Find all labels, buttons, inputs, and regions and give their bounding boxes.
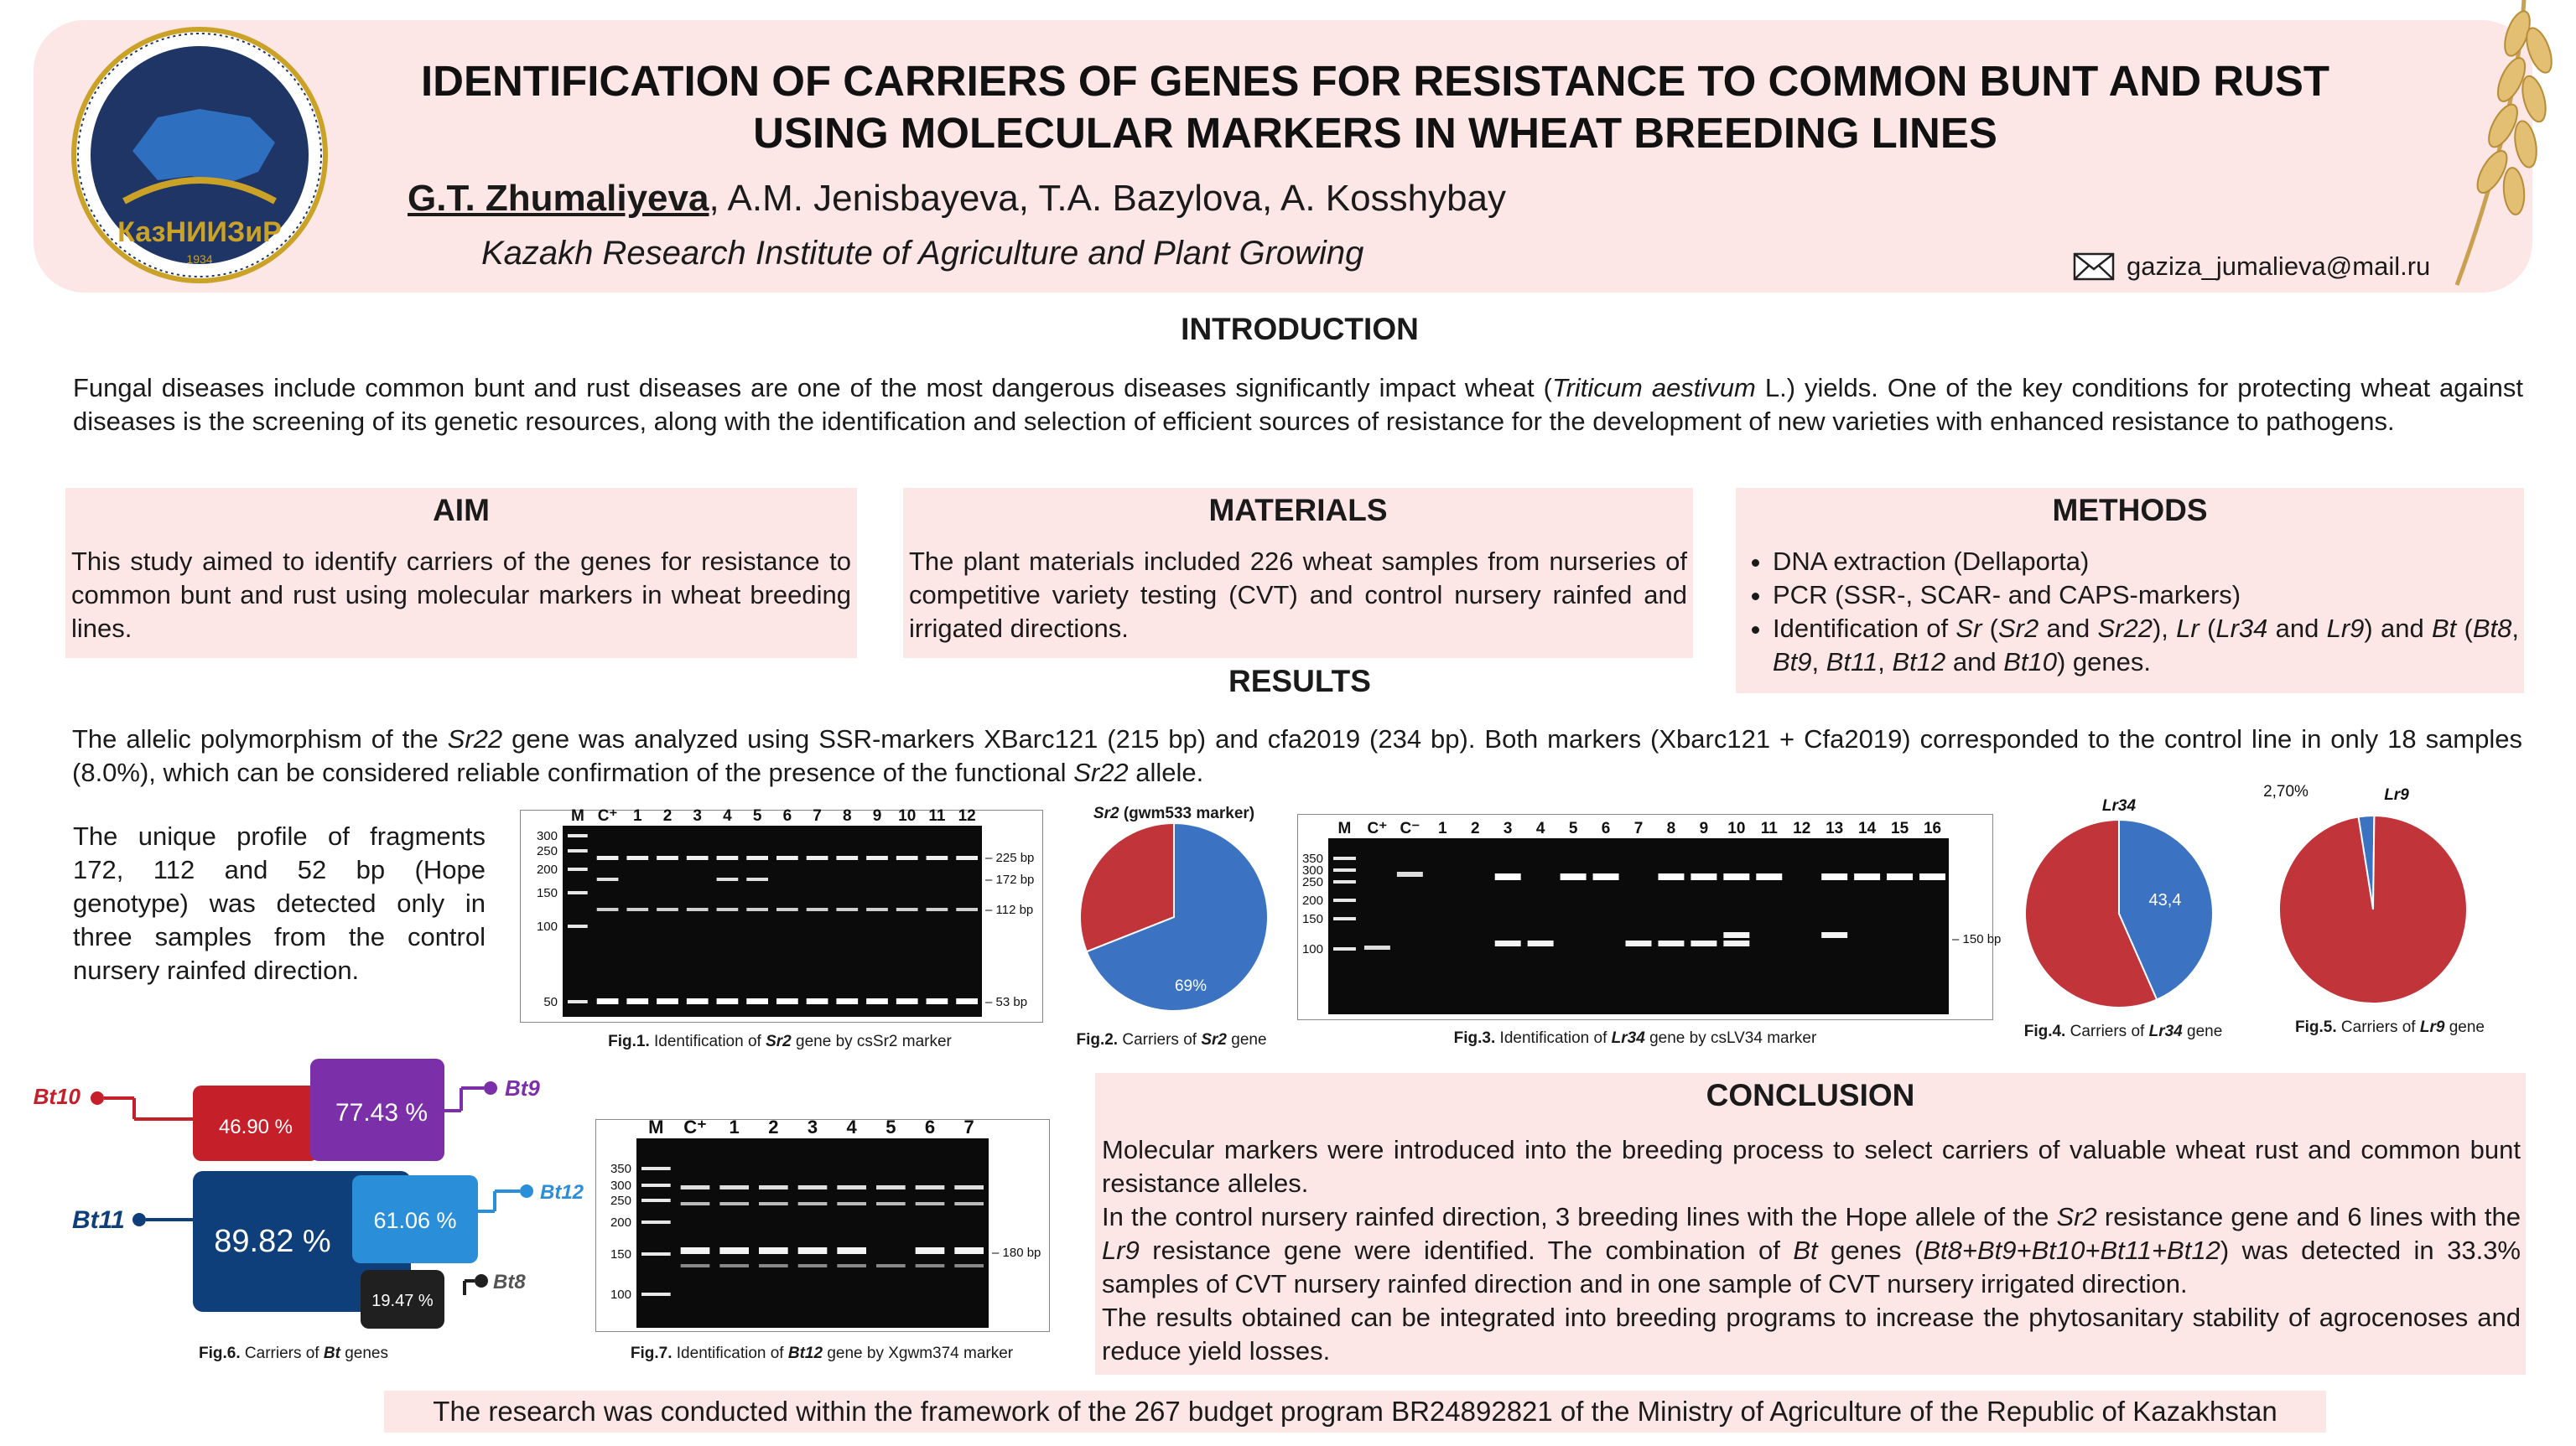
ladder-band	[1333, 899, 1356, 902]
methods-title: METHODS	[2052, 493, 2208, 527]
gel-band	[837, 1185, 866, 1189]
gel-band	[719, 1247, 749, 1254]
gel-band	[1495, 873, 1521, 880]
gel-lane-label: 5	[1568, 820, 1578, 837]
ladder-band	[641, 1252, 671, 1256]
gel-ladder-label: 350	[610, 1162, 631, 1176]
gel-band	[1495, 941, 1521, 946]
logo-text: КазНИИЗиР	[117, 216, 282, 248]
gel-lane-label: 14	[1858, 820, 1877, 837]
gel-band	[916, 1247, 945, 1254]
gel-band	[807, 856, 828, 860]
materials-box	[903, 488, 1693, 658]
gel-band	[956, 998, 978, 1004]
gel-band	[836, 998, 858, 1004]
gel-lane-label: 7	[1633, 820, 1644, 837]
gel-lane-label: 2	[1470, 820, 1480, 837]
gel-band	[626, 908, 648, 911]
gel-band	[1756, 873, 1782, 880]
ladder-band	[568, 925, 588, 928]
bt9-value: 77.43 %	[335, 1099, 428, 1127]
gel-band	[719, 1264, 749, 1267]
gel-lane-label: M	[1337, 820, 1352, 837]
gel-ladder-label: 100	[536, 920, 558, 934]
methods-list	[1736, 545, 2519, 679]
gel-lane-label: 8	[842, 807, 852, 825]
ladder-band	[1333, 917, 1356, 920]
envelope-icon	[2073, 252, 2115, 281]
gel-band	[717, 908, 739, 911]
gel-band-label: – 53 bp	[985, 995, 1028, 1009]
gel-band	[876, 1185, 906, 1189]
gel-ladder-label: 300	[1301, 863, 1323, 878]
email-address: gaziza_jumalieva@mail.ru	[2127, 251, 2431, 281]
bt10-label: Bt10	[33, 1084, 80, 1109]
fig2-caption: Fig.2. Carriers of Sr2 gene	[1076, 1031, 1267, 1049]
gel-lane-label: 11	[928, 807, 946, 825]
gel-band	[896, 856, 918, 860]
gel-band	[896, 998, 918, 1004]
ladder-band	[1333, 880, 1356, 884]
pie-title: Lr9	[2384, 786, 2409, 804]
gel-lane-label: 5	[886, 1117, 896, 1138]
gel-lane-label: 13	[1826, 820, 1844, 837]
gel-lane-label: 4	[1535, 820, 1545, 837]
gel-lane-label: 9	[1699, 820, 1709, 837]
gel-band	[927, 998, 948, 1004]
gel-band	[927, 908, 948, 911]
gel-band	[1723, 873, 1749, 880]
gel-band	[916, 1185, 945, 1189]
gel-band	[1690, 873, 1716, 880]
gel-band	[1397, 872, 1423, 877]
gel-lane-label: 16	[1923, 820, 1942, 837]
ladder-band	[1333, 947, 1356, 951]
gel-band-label: – 150 bp	[1952, 932, 2002, 946]
hope-genotype-text: The unique profile of fragments 172, 112 and 52 bp (Hope genotype) was detected only in three samples from the control nursery rainfed direction.	[73, 821, 486, 985]
bt12-node	[520, 1184, 533, 1198]
conclusion-paragraph: The results obtained can be integrated into breeding programs to increase the phytosanitary stability of agrocenoses and reduce yield losses.	[1102, 1303, 2521, 1366]
bt12-value: 61.06 %	[373, 1208, 457, 1233]
gel-band	[927, 856, 948, 860]
gel-band	[837, 1264, 866, 1267]
fig5-caption: Fig.5. Carriers of Lr9 gene	[2295, 1018, 2485, 1036]
gel-band	[836, 856, 858, 860]
aim-box	[65, 488, 857, 658]
gel-ladder-label: 150	[610, 1247, 631, 1262]
materials-text: The plant materials included 226 wheat samples from nurseries of competitive variety testing (CVT) and control nursery rainfed and irrigated directions.	[909, 547, 1687, 643]
gel-band	[954, 1264, 984, 1267]
gel-lane-label: 6	[782, 807, 792, 825]
ladder-band	[568, 834, 588, 837]
ladder-band	[568, 891, 588, 894]
introduction-title: INTRODUCTION	[1181, 312, 1419, 346]
gel-band	[837, 1247, 866, 1254]
gel-band	[866, 908, 888, 911]
pie-data-label: 2,70%	[2263, 783, 2309, 801]
pie-title: Lr34	[2101, 797, 2137, 815]
fig2-title: Sr2 (gwm533 marker)	[1093, 805, 1255, 822]
gel-band-label: – 112 bp	[985, 903, 1034, 917]
fig7-gel	[595, 1119, 1050, 1332]
gel-band	[807, 908, 828, 911]
fig4-pie-chart	[2014, 792, 2224, 1018]
gel-band	[954, 1185, 984, 1189]
bt10-value: 46.90 %	[218, 1116, 293, 1138]
gel-band	[1690, 941, 1716, 946]
gel-image	[636, 1138, 989, 1328]
gel-lane-label: 1	[632, 807, 642, 825]
gel-band	[687, 908, 709, 911]
gel-ladder-label: 250	[536, 844, 558, 858]
gel-lane-label: 2	[768, 1117, 779, 1138]
gel-band	[681, 1264, 710, 1267]
gel-band	[657, 856, 678, 860]
gel-lane-label: 5	[752, 807, 762, 825]
pie-slice	[2279, 816, 2467, 1003]
gel-lane-label: M	[648, 1117, 664, 1138]
gel-band	[681, 1185, 710, 1189]
gel-lane-label: M	[570, 807, 584, 825]
gel-lane-label: C⁺	[1367, 820, 1388, 837]
gel-band	[837, 1202, 866, 1205]
gel-band	[597, 908, 619, 911]
gel-lane-label: 2	[662, 807, 673, 825]
gel-ladder-label: 200	[610, 1215, 631, 1230]
gel-band	[1723, 932, 1749, 938]
gel-lane-label: 4	[846, 1117, 857, 1138]
gel-band	[776, 856, 798, 860]
gel-band	[916, 1202, 945, 1205]
gel-band	[1626, 941, 1652, 946]
gel-band	[1887, 873, 1913, 880]
ladder-band	[1333, 868, 1356, 872]
fig5-pie-chart	[2256, 780, 2499, 1014]
poster-title	[369, 55, 2381, 159]
gel-band	[1658, 941, 1684, 946]
introduction-text: Fungal diseases include common bunt and rust diseases are one of the most dangerous diseases significantly impact wheat (Triticum aestivum L.) yields. One of the key conditions for protecting wheat against diseases is the screening of its genetic resources, along with the identification and selection of efficient sources of resistance for the development of new varieties with enhanced resistance to pathogens.	[73, 373, 2523, 436]
gel-band-label: – 172 bp	[985, 873, 1035, 887]
gel-ladder-label: 300	[610, 1179, 631, 1193]
bt9-label: Bt9	[505, 1075, 540, 1101]
gel-lane-label: C⁺	[683, 1117, 707, 1138]
gel-lane-label: 11	[1760, 820, 1778, 837]
gel-band	[1561, 873, 1587, 880]
gel-band	[916, 1264, 945, 1267]
gel-lane-label: C⁻	[1400, 820, 1420, 837]
institute-logo	[40, 25, 325, 302]
gel-band	[807, 998, 828, 1004]
fig7-caption: Fig.7. Identification of Bt12 gene by Xgwm374 marker	[630, 1345, 1014, 1362]
conclusion-text	[1102, 1133, 2521, 1368]
logo-year: 1934	[186, 252, 213, 266]
gel-ladder-label: 350	[1301, 852, 1323, 866]
conclusion-title: CONCLUSION	[1706, 1078, 1915, 1112]
funding-note: The research was conducted within the framework of the 267 budget program BR24892821 of the Ministry of Agriculture of the Republic of Kazakhstan	[384, 1391, 2326, 1433]
materials-title: MATERIALS	[1208, 493, 1388, 527]
gel-band	[626, 856, 648, 860]
gel-band	[626, 998, 648, 1004]
gel-band	[657, 998, 678, 1004]
conclusion-paragraph: In the control nursery rainfed direction, 3 breeding lines with the Hope allele of the Sr2 resistance gene and 6 lines with the Lr9 resistance gene were identified. The combination of Bt genes (Bt8+Bt9+Bt10+Bt11+Bt12) was detected in 33.3% samples of CVT nursery rainfed direction and in one sample of CVT nursery irrigated direction.	[1102, 1202, 2521, 1298]
bt11-label: Bt11	[72, 1206, 125, 1234]
gel-lane-label: 3	[1503, 820, 1513, 837]
gel-band	[956, 908, 978, 911]
gel-ladder-label: 300	[536, 829, 558, 843]
pie-data-label: 69%	[1174, 977, 1208, 995]
gel-band-label: – 225 bp	[985, 851, 1035, 865]
gel-band	[1658, 873, 1684, 880]
gel-lane-label: 10	[1727, 820, 1746, 837]
fig1-gel	[520, 807, 1043, 1023]
title-line-1: IDENTIFICATION OF CARRIERS OF GENES FOR RESISTANCE TO COMMON BUNT AND RUST	[420, 57, 2330, 105]
methods-item: • PCR (SSR-, SCAR- and CAPS-markers)	[1773, 578, 2519, 612]
gel-band	[597, 878, 619, 881]
gel-band	[719, 1185, 749, 1189]
gel-band	[798, 1202, 828, 1205]
gel-lane-label: 7	[813, 807, 822, 825]
gel-band	[1854, 873, 1880, 880]
gel-band	[876, 1264, 906, 1267]
gel-lane-label: 9	[872, 807, 882, 825]
gel-band	[717, 856, 739, 860]
gel-band	[759, 1185, 788, 1189]
gel-band-label: – 180 bp	[992, 1246, 1041, 1260]
gel-band	[776, 908, 798, 911]
gel-lane-label: 4	[723, 807, 732, 825]
ladder-band	[641, 1293, 671, 1296]
gel-lane-label: 7	[963, 1117, 974, 1138]
conclusion-box	[1095, 1073, 2526, 1375]
pie-data-label: 43,4	[2148, 891, 2182, 910]
gel-band	[1593, 873, 1619, 880]
gel-ladder-label: 250	[1301, 875, 1323, 889]
gel-ladder-label: 200	[1301, 894, 1323, 908]
bt11-value: 89.82 %	[214, 1224, 331, 1259]
ladder-band	[568, 849, 588, 853]
authors	[408, 178, 1506, 220]
fig6-caption: Fig.6. Carriers of Bt genes	[199, 1345, 388, 1362]
gel-band	[954, 1202, 984, 1205]
gel-band	[746, 878, 768, 881]
email-contact[interactable]	[2073, 251, 2430, 282]
gel-band	[896, 908, 918, 911]
gel-ladder-label: 200	[536, 863, 558, 877]
gel-band	[717, 998, 739, 1004]
affiliation: Kazakh Research Institute of Agriculture and Plant Growing	[481, 235, 1364, 272]
ladder-band	[568, 1000, 588, 1003]
gel-band	[681, 1247, 710, 1254]
lead-author: G.T. Zhumaliyeva	[408, 178, 709, 219]
gel-band	[1821, 932, 1847, 938]
gel-band	[1528, 941, 1554, 946]
gel-band	[746, 856, 768, 860]
ladder-band	[1333, 857, 1356, 860]
gel-band	[687, 856, 709, 860]
gel-band	[798, 1247, 828, 1254]
results-title: RESULTS	[1228, 664, 1371, 698]
bt10-node	[91, 1091, 104, 1105]
fig3-caption: Fig.3. Identification of Lr34 gene by csLV34 marker	[1453, 1029, 1817, 1047]
bt11-node	[132, 1213, 146, 1226]
gel-lane-label: 12	[958, 807, 976, 825]
gel-ladder-label: 150	[1301, 912, 1323, 926]
gel-lane-label: C⁺	[597, 807, 618, 825]
methods-box	[1736, 488, 2524, 693]
bt8-value: 19.47 %	[371, 1292, 434, 1310]
gel-band	[597, 856, 619, 860]
gel-band	[687, 998, 709, 1004]
fig4-caption: Fig.4. Carriers of Lr34 gene	[2023, 1023, 2223, 1040]
gel-ladder-label: 100	[1301, 942, 1323, 956]
ladder-band	[568, 868, 588, 871]
bt12-label: Bt12	[540, 1181, 584, 1204]
gel-lane-label: 6	[924, 1117, 936, 1138]
gel-ladder-label: 250	[610, 1194, 631, 1208]
ladder-band	[641, 1184, 671, 1187]
co-authors: , A.M. Jenisbayeva, T.A. Bazylova, A. Kosshybay	[709, 178, 1507, 219]
gel-band	[798, 1185, 828, 1189]
gel-image	[1328, 838, 1949, 1014]
wheat-ear-icon	[2423, 0, 2576, 302]
gel-lane-label: 8	[1666, 820, 1676, 837]
gel-band	[1723, 941, 1749, 946]
gel-band	[1364, 946, 1390, 950]
gel-lane-label: 1	[729, 1117, 740, 1138]
gel-band	[798, 1264, 828, 1267]
fig1-caption: Fig.1. Identification of Sr2 gene by csSr2 marker	[608, 1033, 952, 1050]
gel-band	[866, 856, 888, 860]
gel-band	[759, 1264, 788, 1267]
aim-text: This study aimed to identify carriers of the genes for resistance to common bunt and rust using molecular markers in wheat breeding lines.	[71, 547, 851, 643]
conclusion-paragraph: Molecular markers were introduced into the breeding process to select carriers of valuable wheat rust and common bunt resistance alleles.	[1102, 1135, 2521, 1198]
gel-band	[876, 1202, 906, 1205]
methods-item: • DNA extraction (Dellaporta)	[1773, 545, 2519, 578]
gel-band	[954, 1247, 984, 1254]
gel-band	[866, 998, 888, 1004]
gel-band	[746, 908, 768, 911]
bt8-node	[475, 1274, 488, 1288]
gel-lane-label: 3	[693, 807, 703, 825]
gel-lane-label: 12	[1793, 820, 1811, 837]
methods-item: • Identification of Sr (Sr2 and Sr22), Lr (Lr34 and Lr9) and Bt (Bt8, Bt9, Bt11, Bt12 and Bt10) genes.	[1773, 612, 2519, 679]
gel-band	[1821, 873, 1847, 880]
gel-band	[836, 908, 858, 911]
gel-band	[597, 998, 619, 1004]
gel-lane-label: 6	[1601, 820, 1611, 837]
fig3-gel	[1297, 814, 2002, 1020]
aim-title: AIM	[433, 493, 490, 527]
gel-ladder-label: 50	[543, 995, 558, 1009]
gel-band	[1919, 873, 1945, 880]
gel-band	[657, 908, 678, 911]
fig6-bt-infographic	[33, 1052, 587, 1329]
bt9-node	[484, 1081, 497, 1095]
gel-lane-label: 10	[898, 807, 917, 825]
gel-band	[717, 878, 739, 881]
gel-lane-label: 1	[1438, 820, 1447, 837]
ladder-band	[641, 1221, 671, 1224]
gel-band	[746, 998, 768, 1004]
gel-band	[759, 1247, 788, 1254]
gel-band	[759, 1202, 788, 1205]
gel-band	[719, 1202, 749, 1205]
gel-band	[956, 856, 978, 860]
fig2-pie-chart	[1057, 805, 1291, 1023]
gel-lane-label: 3	[807, 1117, 818, 1138]
title-line-2: USING MOLECULAR MARKERS IN WHEAT BREEDING LINES	[753, 109, 1997, 157]
gel-band	[681, 1202, 710, 1205]
gel-lane-label: 15	[1891, 820, 1909, 837]
bt8-label: Bt8	[493, 1271, 526, 1293]
ladder-band	[641, 1199, 671, 1202]
results-text: The allelic polymorphism of the Sr22 gene was analyzed using SSR-markers XBarc121 (215 bp) and cfa2019 (234 bp). Both markers (Xbarc121 + Cfa2019) corresponded to the control line in only 18 samples (8.0%), which can be considered reliable confirmation of the presence of the functional Sr22 allele.	[72, 724, 2522, 787]
gel-band	[776, 998, 798, 1004]
gel-image	[563, 826, 982, 1017]
ladder-band	[641, 1167, 671, 1170]
gel-ladder-label: 150	[536, 886, 558, 900]
gel-ladder-label: 100	[610, 1288, 631, 1302]
